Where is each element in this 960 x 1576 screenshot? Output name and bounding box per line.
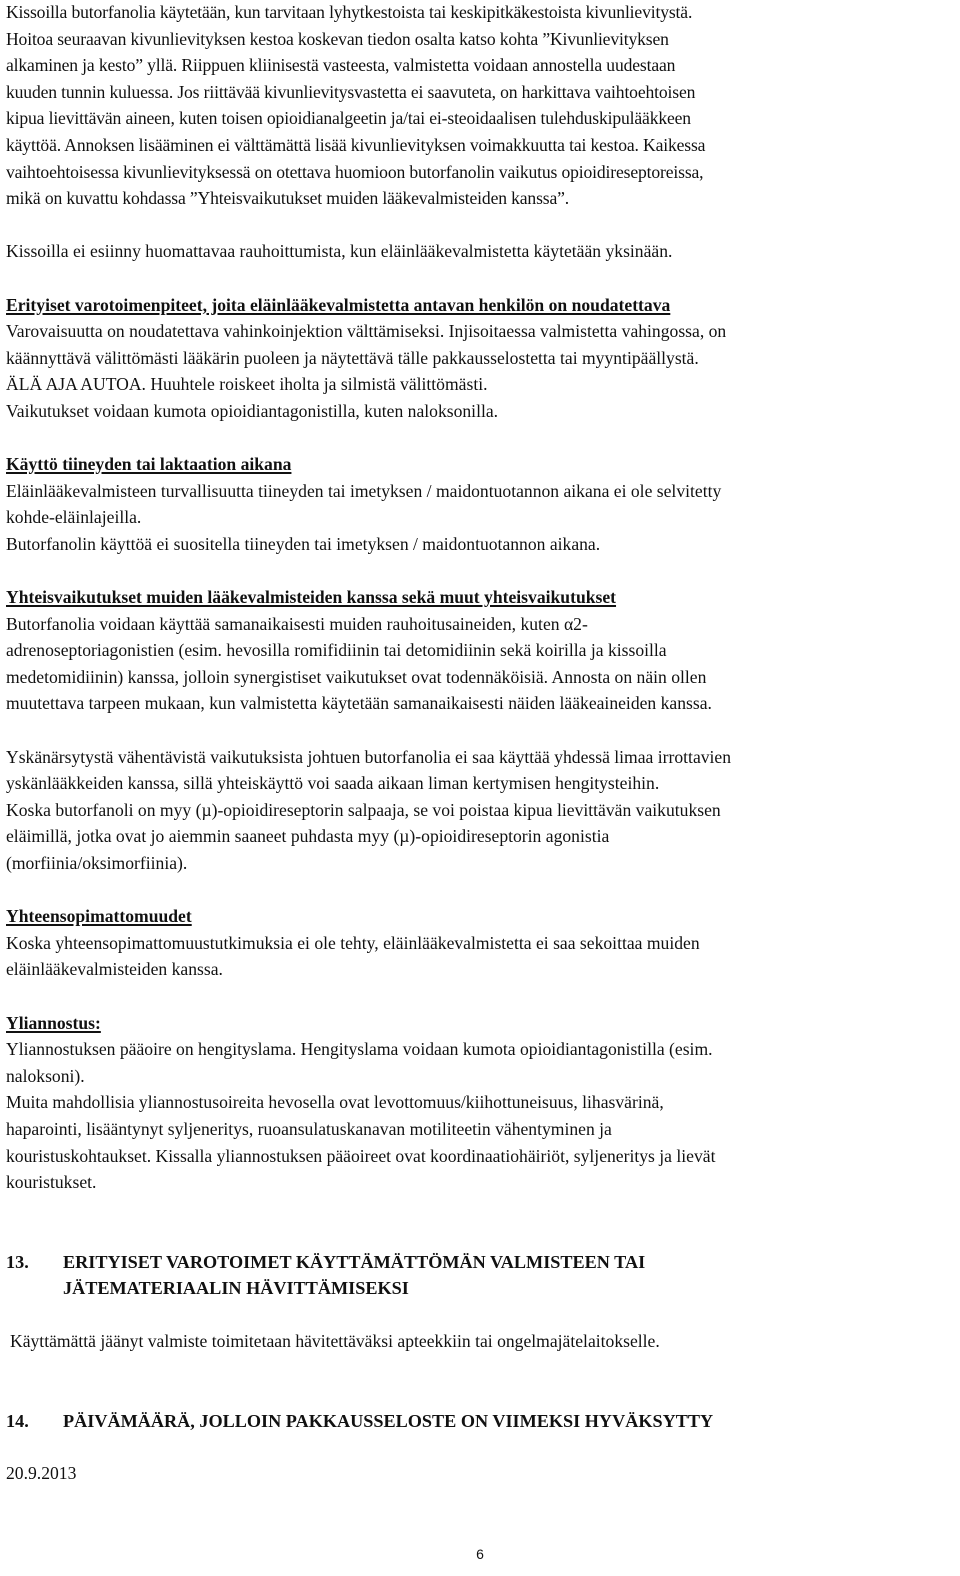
section-14-heading — [6, 1408, 954, 1435]
section-13-title-line: ERITYISET VAROTOIMET KÄYTTÄMÄTTÖMÄN VALMISTEEN TAI — [63, 1251, 646, 1272]
approval-date: 20.9.2013 — [6, 1463, 77, 1484]
pregnancy-line: Eläinlääkevalmisteen turvallisuutta tiineyden tai imetyksen / maidontuotannon aikana ei ole selvitetty — [6, 480, 722, 501]
page-number: 6 — [476, 1546, 484, 1562]
interactions-line: (morfiinia/oksimorfiinia). — [6, 853, 188, 873]
overdose-line: Yliannostuksen pääoire on hengityslama. Hengityslama voidaan kumota opioidiantagonistilla (esim. — [6, 1039, 713, 1060]
incompatibilities-line: eläinlääkevalmisteiden kanssa. — [6, 959, 223, 980]
interactions-line: medetomidiinin) kanssa, jolloin synergistiset vaikutukset ovat todennäköisiä. Annosta on näin ollen — [6, 666, 707, 687]
overdose-line: kouristukset. — [6, 1172, 97, 1193]
precautions-line: ÄLÄ AJA AUTOA. Huuhtele roiskeet iholta ja silmistä välittömästi. — [6, 374, 488, 395]
pregnancy-line: kohde-eläinlajeilla. — [6, 507, 142, 528]
overdose-line: kouristuskohtaukset. Kissalla yliannostuksen pääoireet ovat koordinaatiohäiriöt, syljeneritys ja lievät — [6, 1145, 716, 1166]
precautions-heading: Erityiset varotoimenpiteet, joita eläinlääkevalmistetta antavan henkilön on noudatettava — [6, 294, 671, 315]
intro-line: mikä on kuvattu kohdassa ”Yhteisvaikutukset muiden lääkevalmisteiden kanssa”. — [6, 188, 570, 209]
overdose-line: naloksoni). — [6, 1065, 85, 1086]
section-14-number: 14. — [6, 1410, 29, 1431]
document-page — [6, 0, 954, 1487]
cats-sedation-note: Kissoilla ei esiinny huomattavaa rauhoittumista, kun eläinlääkevalmistetta käytetään yksinään. — [6, 241, 673, 262]
incompatibilities-line: Koska yhteensopimattomuustutkimuksia ei ole tehty, eläinlääkevalmistetta ei saa sekoittaa muiden — [6, 932, 700, 953]
intro-line: vaihtoehtoisessa kivunlievityksessä on otettava huomioon butorfanolin vaikutus opioidireseptoreissa, — [6, 161, 704, 182]
interactions-heading: Yhteisvaikutukset muiden lääkevalmisteiden kanssa sekä muut yhteisvaikutukset — [6, 587, 617, 608]
section-13-title-line: JÄTEMATERIAALIN HÄVITTÄMISEKSI — [63, 1278, 409, 1299]
section-13-number: 13. — [6, 1251, 29, 1272]
intro-line: Kissoilla butorfanolia käytetään, kun tarvitaan lyhytkestoista tai keskipitkäkestoista kivunlievitystä. — [6, 2, 693, 22]
section-13-heading — [6, 1249, 954, 1302]
section-13-text: Käyttämättä jäänyt valmiste toimitetaan hävitettäväksi apteekkiin tai ongelmajätelaitokselle. — [10, 1330, 660, 1351]
intro-line: alkaminen ja kesto” yllä. Riippuen kliinisestä vasteesta, valmistetta voidaan annostella uudestaan — [6, 55, 676, 76]
interactions-line: adrenoseptoriagonistien (esim. hevosilla romifidiinin tai detomidiinin sekä koirilla ja kissoilla — [6, 640, 667, 661]
precautions-line: käännyttävä välittömästi lääkärin puoleen ja näytettävä tälle pakkausselostetta tai myyntipäällystä. — [6, 347, 699, 368]
intro-line: kipua lievittävän aineen, kuten toisen opioidianalgeetin ja/tai ei-steoidaalisen tulehduskipulääkkeen — [6, 108, 691, 129]
interactions-line: Yskänärsytystä vähentävistä vaikutuksista johtuen butorfanolia ei saa käyttää yhdessä limaa irrottavien — [6, 746, 732, 767]
precautions-line: Varovaisuutta on noudatettava vahinkoinjektion välttämiseksi. Injisoitaessa valmistetta vahingossa, on — [6, 321, 727, 342]
overdose-line: haparointi, lisääntynyt syljeneritys, ruoansulatuskanavan motiliteetin vähentyminen ja — [6, 1118, 612, 1139]
intro-paragraph — [6, 0, 954, 212]
interactions-line: Butorfanolia voidaan käyttää samanaikaisesti muiden rauhoitusaineiden, kuten α2- — [6, 613, 588, 634]
intro-line: Hoitoa seuraavan kivunlievityksen kestoa koskevan tiedon osalta katso kohta ”Kivunlievityksen — [6, 28, 669, 49]
overdose-line: Muita mahdollisia yliannostusoireita hevosella ovat levottomuus/kiihottuneisuus, lihasvärinä, — [6, 1092, 664, 1113]
section-14-title: PÄIVÄMÄÄRÄ, JOLLOIN PAKKAUSSELOSTE ON VIIMEKSI HYVÄKSYTTY — [63, 1410, 714, 1431]
precautions-line: Vaikutukset voidaan kumota opioidiantagonistilla, kuten naloksonilla. — [6, 400, 499, 421]
interactions-line: eläimillä, jotka ovat jo aiemmin saaneet puhdasta myy (µ)-opioidireseptorin agonistia — [6, 826, 610, 847]
intro-line: käyttöä. Annoksen lisääminen ei välttämättä lisää kivunlievityksen voimakkuutta tai kestoa. Kaikessa — [6, 134, 706, 155]
interactions-line: muutettava tarpeen mukaan, kun valmistetta käytetään samanaikaisesti näiden lääkeaineiden kanssa. — [6, 693, 712, 714]
interactions-line: yskänlääkkeiden kanssa, sillä yhteiskäyttö voi saada aikaan liman kertymisen hengitysteihin. — [6, 773, 660, 794]
intro-line: kuuden tunnin kuluessa. Jos riittävää kivunlievitysvastetta ei saavuteta, on harkittava vaihtoehtoisen — [6, 81, 696, 102]
incompatibilities-heading: Yhteensopimattomuudet — [6, 906, 192, 927]
interactions-line: Koska butorfanoli on myy (µ)-opioidireseptorin salpaaja, se voi poistaa kipua lievittävän vaikutuksen — [6, 799, 721, 820]
overdose-heading: Yliannostus: — [6, 1012, 101, 1033]
pregnancy-heading: Käyttö tiineyden tai laktaation aikana — [6, 454, 292, 475]
pregnancy-line: Butorfanolin käyttöä ei suositella tiineyden tai imetyksen / maidontuotannon aikana. — [6, 533, 601, 554]
